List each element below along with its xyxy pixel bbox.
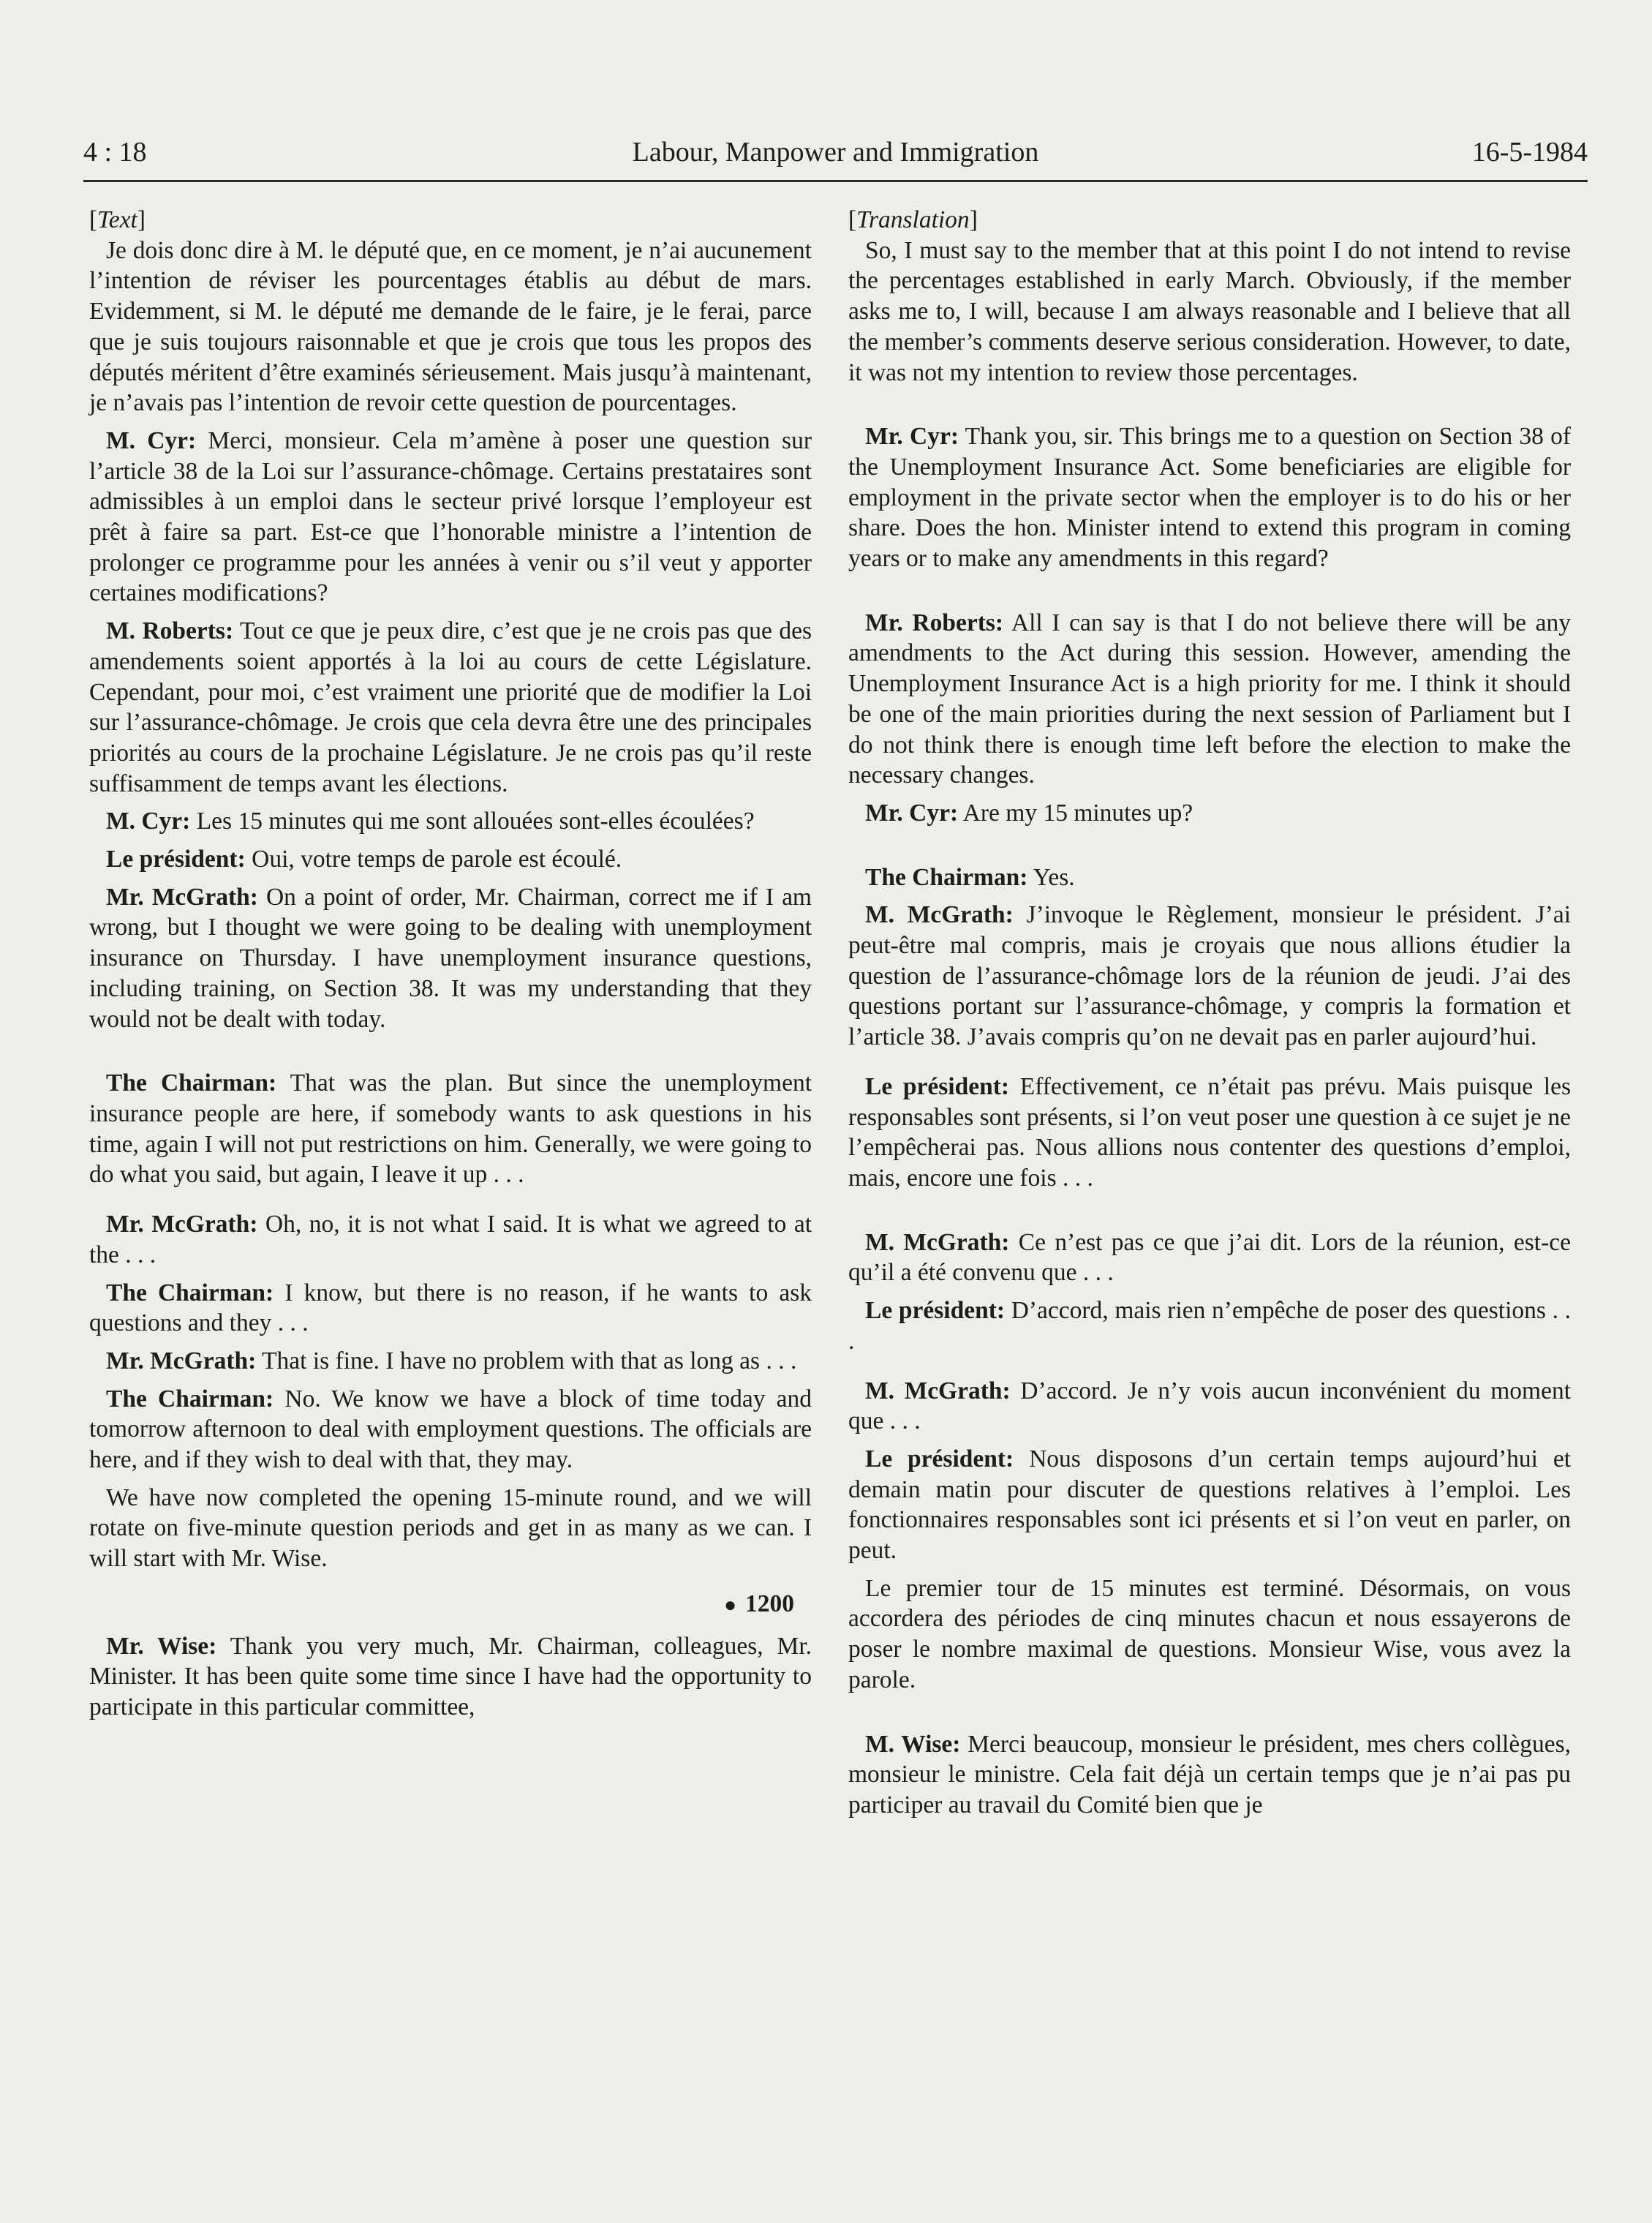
running-title: Labour, Manpower and Immigration bbox=[632, 137, 1039, 168]
speaker-name: M. McGrath: bbox=[865, 1228, 1010, 1256]
speaker-name: The Chairman: bbox=[106, 1069, 277, 1097]
column-label: [Translation] bbox=[848, 206, 978, 233]
speaker-name: The Chairman: bbox=[106, 1385, 274, 1413]
speech: Mr. McGrath: That is fine. I have no problem with that as long as . . . bbox=[106, 1347, 797, 1374]
speaker-name: The Chairman: bbox=[865, 863, 1028, 891]
speech: Mr. Cyr: Thank you, sir. This brings me to a question on Section 38 of the Unemployment Insurance Act. Some beneficiaries are eligible for employment in the private sector when the employer is to do his or her share. Does the hon. Minister intend to extend this program in coming years or to make any amendments in this regard? bbox=[848, 423, 1571, 573]
paragraph: Je dois donc dire à M. le député que, en ce moment, je n’ai aucunement l’intention de réviser les pourcentages établis au début de mars. Evidemment, si M. le député me demande de le faire, je le ferai, parce que je suis toujours raisonnable et que je crois que tous les propos des députés méritent d’être examinés sérieusement. Mais jusqu’à maintenant, je n’avais pas l’intention de revoir cette question de pourcentages. bbox=[89, 236, 812, 417]
speaker-name: Le président: bbox=[865, 1297, 1006, 1325]
speech: M. Cyr: Les 15 minutes qui me sont allouées sont-elles écoulées? bbox=[106, 808, 755, 835]
speaker-name: Mr. Cyr: bbox=[865, 799, 959, 827]
right-column bbox=[848, 205, 1571, 1821]
speaker-name: Mr. McGrath: bbox=[106, 883, 258, 911]
speech: M. McGrath: D’accord. Je n’y vois aucun inconvénient du moment que . . . bbox=[848, 1377, 1571, 1435]
speech: The Chairman: That was the plan. But since the unemployment insurance people are here, if somebody wants to ask questions in his time, again I will not put restrictions on him. Generally, we were going to do what you said, but again, I leave it up . . . bbox=[89, 1069, 812, 1189]
speech: M. Wise: Merci beaucoup, monsieur le président, mes chers collègues, monsieur le ministre. Cela fait déjà un certain temps que je n’ai pas pu participer au travail du Comité bien que je bbox=[848, 1730, 1571, 1818]
speech: Le président: Effectivement, ce n’était pas prévu. Mais puisque les responsables sont présents, si l’on veut poser une question à ce sujet je ne l’empêcherai pas. Nous allions nous contenter des questions d’emploi, mais, encore une fois . . . bbox=[848, 1072, 1571, 1192]
speaker-name: Mr. McGrath: bbox=[106, 1211, 258, 1238]
left-column bbox=[89, 205, 812, 1723]
speaker-name: Le président: bbox=[106, 846, 246, 873]
page-date: 16-5-1984 bbox=[1471, 137, 1588, 168]
speaker-name: The Chairman: bbox=[106, 1279, 274, 1306]
column-label: [Text] bbox=[89, 206, 146, 233]
paragraph: So, I must say to the member that at this point I do not intend to revise the percentages established in early March. Obviously, if the member asks me to, I will, because I am always reasonable and I believe that all the member’s comments deserve serious consideration. However, to date, it was not my intention to review those percentages. bbox=[848, 236, 1571, 386]
speech: Mr. Cyr: Are my 15 minutes up? bbox=[865, 799, 1193, 827]
speech: Mr. McGrath: Oh, no, it is not what I said. It is what we agreed to at the . . . bbox=[89, 1211, 812, 1268]
speech: Mr. Wise: Thank you very much, Mr. Chairman, colleagues, Mr. Minister. It has been quite some time since I have had the opportunity to participate in this particular committee, bbox=[89, 1632, 812, 1720]
speaker-name: Mr. Roberts: bbox=[865, 609, 1004, 636]
speech: The Chairman: No. We know we have a block of time today and tomorrow afternoon to deal with employment questions. The officials are here, and if they wish to deal with that, they may. bbox=[89, 1385, 812, 1474]
speaker-name: Mr. McGrath: bbox=[106, 1347, 257, 1374]
page-number: 4 : 18 bbox=[83, 137, 147, 168]
speaker-name: M. Roberts: bbox=[106, 617, 234, 645]
speech: M. McGrath: J’invoque le Règlement, monsieur le président. J’ai peut-être mal compris, mais je croyais que nous allions étudier la question de l’assurance-chômage lors de la réunion de jeudi. J’ai des questions portant sur l’assurance-chômage, y compris la formation et l’article 38. J’avais compris qu’on ne devait pas en parler aujourd’hui. bbox=[848, 901, 1572, 1051]
speaker-name: Le président: bbox=[865, 1072, 1010, 1100]
speech: M. Cyr: Merci, monsieur. Cela m’amène à poser une question sur l’article 38 de la Loi sur l’assurance-chômage. Certains prestataires sont admissibles à un emploi dans le secteur privé lorsque l’employeur est prêt à faire sa part. Est-ce que l’honorable ministre a l’intention de prolonger ce programme pour les années à venir ou s’il veut y apporter certaines modifications? bbox=[89, 426, 812, 607]
speech: Le président: Oui, votre temps de parole est écoulé. bbox=[106, 846, 622, 873]
speech: M. Roberts: Tout ce que je peux dire, c’est que je ne crois pas que des amendements soient apportés à la loi au cours de cette Législature. Cependant, pour moi, c’est vraiment une priorité que de modifier la Loi sur l’assurance-chômage. Je crois que cela devra être une des principales priorités au cours de la prochaine Législature. Je ne crois pas qu’il reste suffisamment de temps avant les élections. bbox=[89, 617, 812, 797]
paragraph: Le premier tour de 15 minutes est terminé. Désormais, on vous accordera des périodes de cinq minutes chacun et nous essayerons de poser le nombre maximal de questions. Monsieur Wise, vous avez la parole. bbox=[848, 1574, 1571, 1693]
speaker-name: Le président: bbox=[865, 1445, 1014, 1472]
speech: Mr. Roberts: All I can say is that I do not believe there will be any amendments to the Act during this session. However, amending the Unemployment Insurance Act is a high priority for me. I think it should be one of the main priorities during the next session of Parliament but I do not think there is enough time left before the election to make the necessary changes. bbox=[848, 609, 1571, 789]
speaker-name: M. McGrath: bbox=[865, 1377, 1011, 1404]
time-marker: ● 1200 bbox=[724, 1590, 794, 1617]
speaker-name: M. Cyr: bbox=[106, 808, 191, 835]
speech: Le président: Nous disposons d’un certain temps aujourd’hui et demain matin pour discuter de questions relatives à l’emploi. Les fonctionnaires responsables sont ici présents et si l’on veut en parler, on peut. bbox=[848, 1445, 1572, 1565]
speaker-name: M. Wise: bbox=[865, 1730, 961, 1758]
speaker-name: Mr. Wise: bbox=[106, 1632, 217, 1660]
bullet-icon: ● bbox=[724, 1593, 736, 1617]
page-header bbox=[83, 136, 1588, 182]
speaker-name: Mr. Cyr: bbox=[865, 423, 959, 451]
paragraph: We have now completed the opening 15-minute round, and we will rotate on five-minute question periods and get in as many as we can. I will start with Mr. Wise. bbox=[89, 1483, 812, 1573]
speaker-name: M. Cyr: bbox=[106, 426, 197, 454]
speech: M. McGrath: Ce n’est pas ce que j’ai dit. Lors de la réunion, est-ce qu’il a été convenu que . . . bbox=[848, 1228, 1572, 1287]
speech: The Chairman: I know, but there is no reason, if he wants to ask questions and they . . . bbox=[89, 1279, 812, 1337]
speech: Le président: D’accord, mais rien n’empêche de poser des questions . . . bbox=[848, 1297, 1572, 1355]
speech: The Chairman: Yes. bbox=[865, 863, 1075, 891]
speech: Mr. McGrath: On a point of order, Mr. Chairman, correct me if I am wrong, but I thought we were going to be dealing with unemployment insurance on Thursday. I have unemployment insurance questions, including training, on Section 38. It was my understanding that they would not be dealt with today. bbox=[89, 883, 812, 1033]
speaker-name: M. McGrath: bbox=[865, 901, 1014, 929]
